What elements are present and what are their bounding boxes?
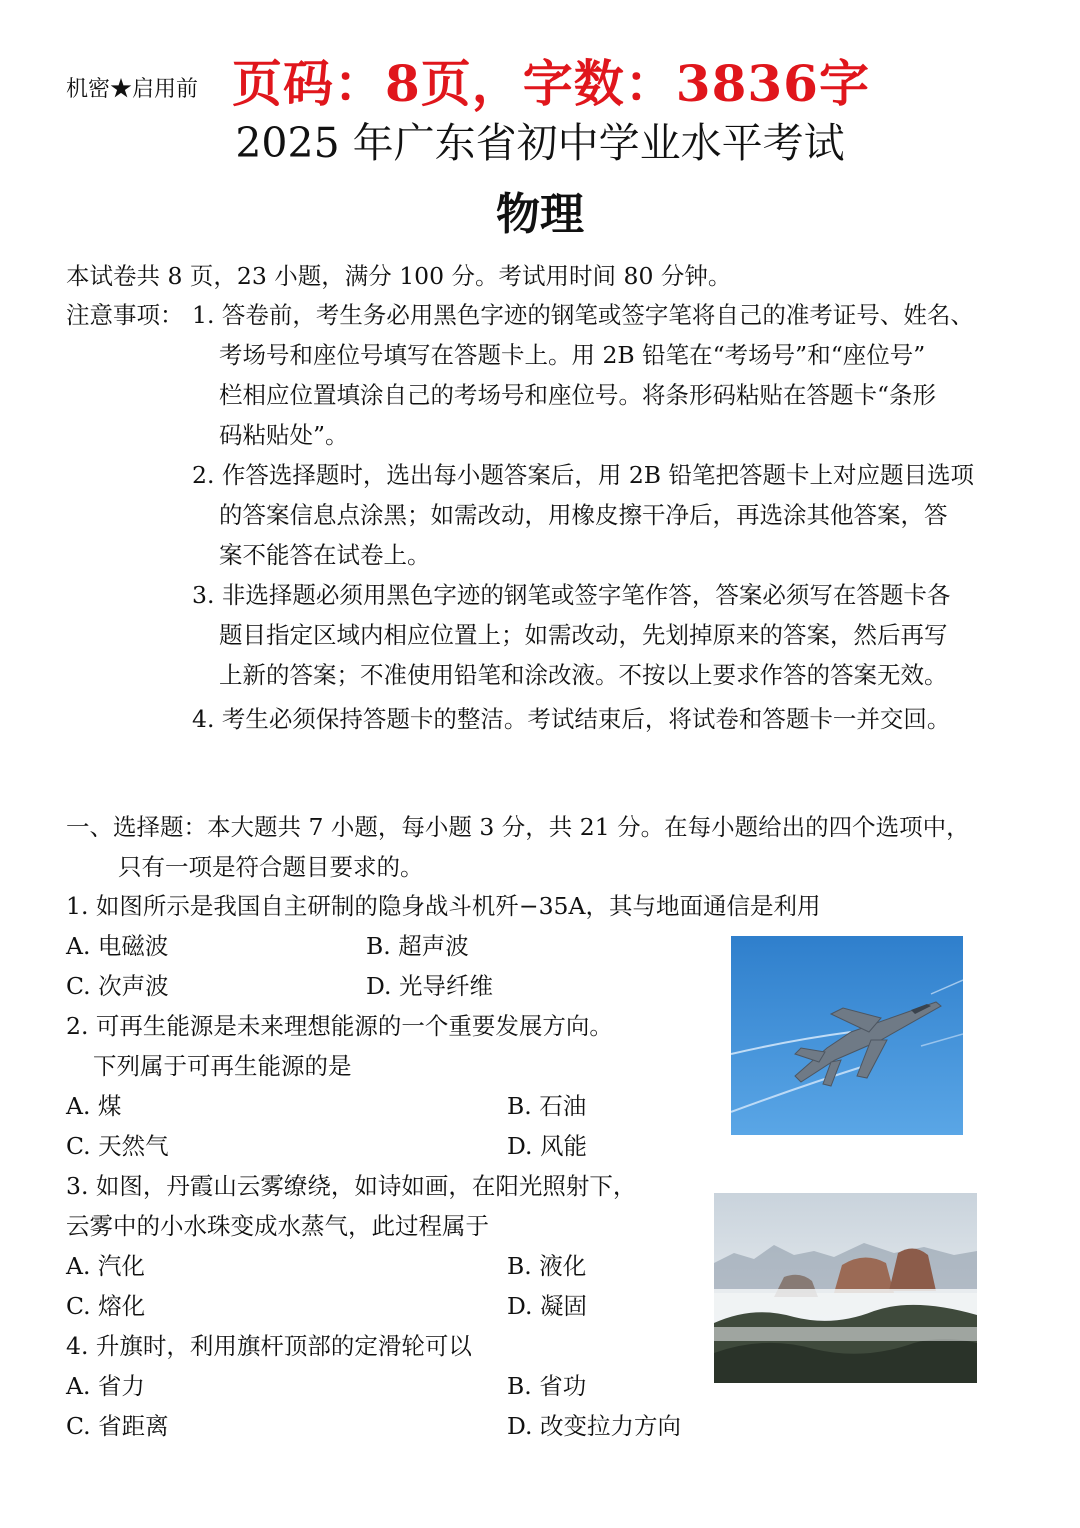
option-d: D. 凝固 xyxy=(507,1292,587,1320)
question-stem-cont: 云雾中的小水珠变成水蒸气，此过程属于 xyxy=(66,1212,489,1240)
note-line: 上新的答案；不准使用铅笔和涂改液。不按以上要求作答的答案无效。 xyxy=(219,661,948,689)
note-line: 2. 作答选择题时，选出每小题答案后，用 2B 铅笔把答题卡上对应题目选项 xyxy=(192,461,975,489)
note-line: 的答案信息点涂黑；如需改动，用橡皮擦干净后，再选涂其他答案，答 xyxy=(219,501,948,529)
note-line: 4. 考生必须保持答题卡的整洁。考试结束后，将试卷和答题卡一并交回。 xyxy=(192,705,951,733)
question-stem: 1. 如图所示是我国自主研制的隐身战斗机歼−35A，其与地面通信是利用 xyxy=(66,892,821,920)
option-d: D. 风能 xyxy=(507,1132,587,1160)
option-b: B. 超声波 xyxy=(366,932,469,960)
note-line: 题目指定区域内相应位置上；如需改动，先划掉原来的答案，然后再写 xyxy=(219,621,948,649)
exam-title: 2025 年广东省初中学业水平考试 xyxy=(235,119,845,167)
section-heading-cont: 只有一项是符合题目要求的。 xyxy=(118,853,424,881)
note-line: 3. 非选择题必须用黑色字迹的钢笔或签字笔作答，答案必须写在答题卡各 xyxy=(192,581,951,609)
option-b: B. 石油 xyxy=(507,1092,587,1120)
danxia-mountain-photo xyxy=(714,1193,977,1383)
note-line: 1. 答卷前，考生务必用黑色字迹的钢笔或签字笔将自己的准考证号、姓名、 xyxy=(192,301,974,329)
question-stem: 3. 如图，丹霞山云雾缭绕，如诗如画，在阳光照射下， xyxy=(66,1172,637,1200)
question-stem-cont: 下列属于可再生能源的是 xyxy=(93,1052,352,1080)
fighter-jet-photo xyxy=(731,936,963,1135)
confidential-mark: 机密★启用前 xyxy=(66,77,199,102)
option-c: C. 省距离 xyxy=(66,1412,169,1440)
option-c: C. 次声波 xyxy=(66,972,169,1000)
option-a: A. 电磁波 xyxy=(66,932,169,960)
section-heading: 一、选择题：本大题共 7 小题，每小题 3 分，共 21 分。在每小题给出的四个选项中， xyxy=(66,813,970,841)
option-c: C. 熔化 xyxy=(66,1292,146,1320)
option-b: B. 省功 xyxy=(507,1372,587,1400)
note-line: 考场号和座位号填写在答题卡上。用 2B 铅笔在“考场号”和“座位号” xyxy=(219,341,926,369)
option-b: B. 液化 xyxy=(507,1252,587,1280)
subject-title: 物理 xyxy=(496,189,584,240)
question-stem: 2. 可再生能源是未来理想能源的一个重要发展方向。 xyxy=(66,1012,613,1040)
page-info-banner: 页码：8页，字数：3836字 xyxy=(232,54,870,113)
note-line: 栏相应位置填涂自己的考场号和座位号。将条形码粘贴在答题卡“条形 xyxy=(219,381,937,409)
note-line: 案不能答在试卷上。 xyxy=(219,541,431,569)
option-a: A. 煤 xyxy=(66,1092,122,1120)
notes-label: 注意事项： xyxy=(66,301,184,329)
question-stem: 4. 升旗时，利用旗杆顶部的定滑轮可以 xyxy=(66,1332,472,1360)
option-d: D. 改变拉力方向 xyxy=(507,1412,681,1440)
option-d: D. 光导纤维 xyxy=(366,972,493,1000)
exam-intro: 本试卷共 8 页，23 小题，满分 100 分。考试用时间 80 分钟。 xyxy=(66,262,732,290)
option-c: C. 天然气 xyxy=(66,1132,169,1160)
option-a: A. 汽化 xyxy=(66,1252,145,1280)
option-a: A. 省力 xyxy=(66,1372,145,1400)
note-line: 码粘贴处”。 xyxy=(219,421,349,449)
